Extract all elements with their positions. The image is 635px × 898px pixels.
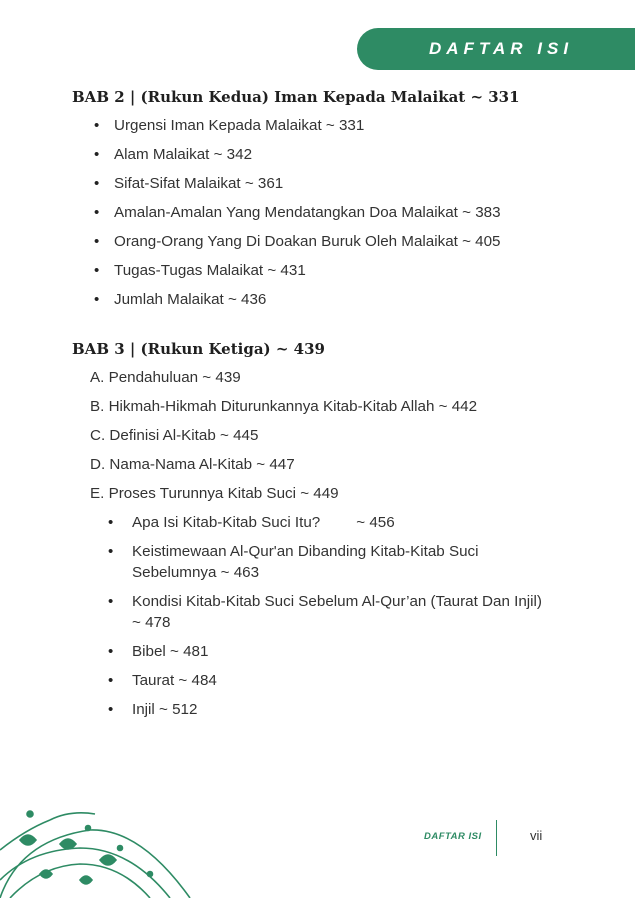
bab2-title: BAB 2 | (Rukun Kedua) Iman Kepada Malaikat ~ 331 [72, 88, 520, 106]
sub-item-text: Apa Isi Kitab-Kitab Suci Itu? [132, 514, 321, 531]
footer-divider [496, 820, 497, 856]
floral-ornament-icon [0, 800, 200, 898]
list-item: • Sifat-Sifat Malaikat ~ 361 [94, 173, 592, 194]
list-item: D. Nama-Nama Al-Kitab ~ 447 [90, 456, 295, 473]
list-item: E. Proses Turunnya Kitab Suci ~ 449 [90, 485, 339, 502]
list-item: • Kondisi Kitab-Kitab Suci Sebelum Al-Qur’an (Taurat Dan Injil) ~ 478 [108, 591, 548, 633]
list-item: • Amalan-Amalan Yang Mendatangkan Doa Malaikat ~ 383 [94, 202, 592, 223]
toc-content [72, 86, 592, 728]
list-item: • Alam Malaikat ~ 342 [94, 144, 592, 165]
footer-label: DAFTAR ISI [424, 831, 482, 842]
bab3-list [72, 367, 592, 504]
bab3-title: BAB 3 | (Rukun Ketiga) ~ 439 [72, 340, 325, 358]
bab3-sub-list [72, 512, 548, 720]
bab2-list [72, 115, 592, 310]
header-title: DAFTAR ISI [428, 39, 574, 58]
list-item: • Orang-Orang Yang Di Doakan Buruk Oleh Malaikat ~ 405 [94, 231, 592, 252]
list-item: • Bibel ~ 481 [108, 641, 548, 662]
list-item: • Injil ~ 512 [108, 699, 548, 720]
page-number: vii [530, 828, 543, 843]
list-item: • Taurat ~ 484 [108, 670, 548, 691]
list-item: • Tugas-Tugas Malaikat ~ 431 [94, 260, 592, 281]
sub-item-page: ~ 456 [356, 514, 395, 531]
list-item: B. Hikmah-Hikmah Diturunkannya Kitab-Kitab Allah ~ 442 [90, 398, 478, 415]
list-item: • Keistimewaan Al-Qur'an Dibanding Kitab-Kitab Suci Sebelumnya ~ 463 [108, 541, 548, 583]
list-item [108, 512, 548, 533]
list-item: C. Definisi Al-Kitab ~ 445 [90, 427, 259, 444]
header-tab [357, 28, 635, 70]
list-item: • Urgensi Iman Kepada Malaikat ~ 331 [94, 115, 592, 136]
list-item: A. Pendahuluan ~ 439 [90, 369, 241, 386]
list-item: • Jumlah Malaikat ~ 436 [94, 289, 592, 310]
